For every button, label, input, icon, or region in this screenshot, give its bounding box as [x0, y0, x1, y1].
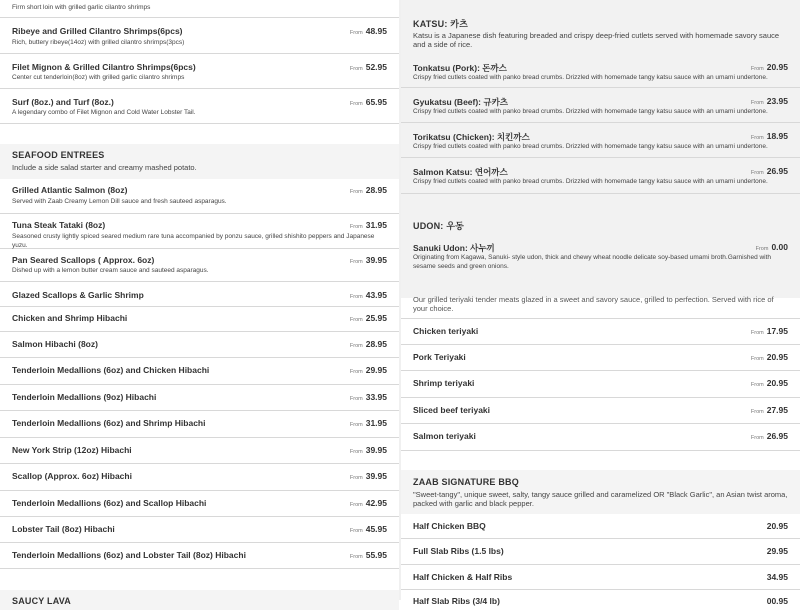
item-price: [751, 62, 788, 72]
item-name: Filet Mignon & Grilled Cilantro Shrimps(6pcs): [12, 62, 196, 72]
item-name: Tenderloin Medallions (6oz) and Lobster Tail (8oz) Hibachi: [12, 550, 246, 560]
price-value: 28.95: [365, 185, 387, 195]
item-price: [350, 255, 387, 265]
item-price: [751, 131, 788, 141]
left-menu-column: [0, 0, 399, 606]
from-label: From: [349, 101, 363, 107]
item-name: Lobster Tail (8oz) Hibachi: [12, 524, 115, 534]
from-label: From: [750, 66, 764, 72]
menu-item[interactable]: [401, 398, 800, 424]
menu-item[interactable]: [401, 318, 800, 345]
item-name: Ribeye and Grilled Cilantro Shrimps(6pcs): [12, 26, 183, 36]
item-name: Tuna Steak Tataki (8oz): [12, 220, 106, 230]
item-name: Tenderloin Medallions (6oz) and Shrimp Hibachi: [12, 418, 206, 428]
price-value: 25.95: [365, 313, 387, 323]
from-label: From: [349, 259, 363, 265]
section-subtitle: Include a side salad starter and creamy mashed potato.: [12, 163, 197, 172]
price-value: 26.95: [766, 166, 788, 176]
menu-item[interactable]: [0, 411, 399, 438]
price-value: 29.95: [766, 546, 788, 556]
teriyaki-section-clip: [401, 295, 800, 318]
menu-item[interactable]: [401, 565, 800, 590]
menu-item[interactable]: [401, 371, 800, 398]
from-label: From: [349, 396, 363, 402]
item-name: Half Chicken & Half Ribs: [413, 572, 513, 582]
section-subtitle: Katsu is a Japanese dish featuring breaded and crispy deep-fried cutlets served with homemade savory sauce and a side of rice.: [413, 31, 780, 49]
item-price: [350, 418, 387, 428]
from-label: From: [349, 30, 363, 36]
item-price: [751, 352, 788, 362]
price-value: 33.95: [365, 392, 387, 402]
item-name: Salmon Katsu: 연어까스: [413, 167, 508, 177]
item-description: Seasoned crusty lightly spiced seared medium rare tuna accompanied by ponzu sauce, grilled shishito peppers and Japanese yuzu.: [12, 233, 375, 249]
item-price: [350, 339, 387, 349]
item-price: [350, 220, 387, 230]
menu-item[interactable]: [0, 543, 399, 569]
section-title: SEAFOOD ENTREES: [12, 150, 105, 160]
item-price: [350, 290, 387, 300]
section-subtitle: "Sweet-tangy", unique sweet, salty, tangy sauce grilled and caramelized OR "Black Garlic", an Asian twist aroma, packed with garlic and black pepper.: [413, 490, 788, 508]
menu-item[interactable]: [0, 0, 399, 18]
item-description: Center cut tenderloin(8oz) with grilled garlic cilantro shrimps: [12, 74, 185, 81]
from-label: From: [349, 224, 363, 230]
item-price: [350, 62, 387, 72]
price-value: 20.95: [766, 62, 788, 72]
menu-item[interactable]: [401, 590, 800, 615]
from-label: From: [750, 382, 764, 388]
item-name: Tenderloin Medallions (9oz) Hibachi: [12, 392, 157, 402]
item-name: Sanuki Udon: 사누끼: [413, 243, 495, 253]
item-price: [350, 498, 387, 508]
item-description: Served with Zaab Creamy Lemon Dill sauce and fresh sauteed asparagus.: [12, 198, 227, 205]
price-value: 39.95: [365, 255, 387, 265]
item-name: Grilled Atlantic Salmon (8oz): [12, 185, 128, 195]
menu-item[interactable]: [401, 539, 800, 565]
from-label: From: [349, 528, 363, 534]
item-price: [751, 405, 788, 415]
item-price: [350, 524, 387, 534]
price-value: 52.95: [365, 62, 387, 72]
price-value: 17.95: [766, 326, 788, 336]
section-header-seafood: [0, 144, 399, 179]
item-price: [350, 445, 387, 455]
item-name: Glazed Scallops & Garlic Shrimp: [12, 290, 144, 300]
section-subtitle: Our grilled teriyaki tender meats glazed in a sweet and savory sauce, grilled to perfection. Served with rice of your choice.: [413, 295, 774, 313]
from-label: From: [755, 246, 769, 252]
item-name: Tonkatsu (Pork): 돈까스: [413, 63, 507, 73]
price-value: 43.95: [365, 290, 387, 300]
section-header-saucy-lava: [0, 590, 399, 610]
item-name: Pan Seared Scallops ( Approx. 6oz): [12, 255, 155, 265]
item-name: New York Strip (12oz) Hibachi: [12, 445, 132, 455]
item-price: [751, 431, 788, 441]
section-title: ZAAB SIGNATURE BBQ: [413, 477, 519, 487]
menu-item[interactable]: [0, 214, 399, 249]
menu-item[interactable]: [0, 249, 399, 282]
item-price: [756, 242, 788, 252]
price-value: 34.95: [766, 572, 788, 582]
price-value: 42.95: [365, 498, 387, 508]
section-title: UDON: 우동: [413, 221, 464, 231]
item-price: [751, 166, 788, 176]
from-label: From: [750, 330, 764, 336]
price-value: 28.95: [365, 339, 387, 349]
price-value: 31.95: [365, 220, 387, 230]
price-value: 48.95: [365, 26, 387, 36]
menu-item[interactable]: [0, 517, 399, 543]
price-value: 0.00: [771, 242, 788, 252]
price-value: 45.95: [365, 524, 387, 534]
item-name: Pork Teriyaki: [413, 352, 466, 362]
menu-item[interactable]: [401, 88, 800, 123]
item-name: Half Slab Ribs (3/4 lb): [413, 596, 500, 606]
price-value: 27.95: [766, 405, 788, 415]
menu-item[interactable]: [401, 424, 800, 451]
price-value: 29.95: [365, 365, 387, 375]
menu-item[interactable]: [0, 332, 399, 358]
menu-item[interactable]: [401, 514, 800, 539]
menu-item[interactable]: [0, 464, 399, 491]
price-value: 39.95: [365, 471, 387, 481]
from-label: From: [349, 343, 363, 349]
item-price: [350, 550, 387, 560]
section-title: SAUCY LAVA: [12, 596, 72, 606]
menu-item[interactable]: [0, 54, 399, 89]
menu-item[interactable]: [0, 491, 399, 517]
item-description: Crispy fried cutlets coated with panko bread crumbs. Drizzled with homemade tangy katsu sauce with an umami undertone.: [413, 74, 768, 81]
item-description: Firm short loin with grilled garlic cilantro shrimps: [12, 4, 151, 11]
menu-item[interactable]: [0, 282, 399, 307]
price-value: 23.95: [766, 96, 788, 106]
item-name: Torikatsu (Chicken): 치킨까스: [413, 132, 530, 142]
price-value: 39.95: [365, 445, 387, 455]
item-name: Surf (8oz.) and Turf (8oz.): [12, 97, 114, 107]
item-name: Salmon teriyaki: [413, 431, 476, 441]
item-name: Gyukatsu (Beef): 규카츠: [413, 97, 509, 107]
section-header-bbq: [401, 470, 800, 514]
item-price: [350, 471, 387, 481]
menu-item[interactable]: [401, 54, 800, 88]
section-header-katsu: [401, 10, 800, 54]
item-name: Salmon Hibachi (8oz): [12, 339, 98, 349]
from-label: From: [349, 189, 363, 195]
price-value: 00.95: [766, 596, 788, 606]
item-price: [350, 97, 387, 107]
item-description: Dished up with a lemon butter cream sauce and sauteed asparagus.: [12, 267, 209, 274]
item-price: [350, 313, 387, 323]
from-label: From: [349, 317, 363, 323]
menu-item[interactable]: [0, 89, 399, 124]
menu-item[interactable]: [401, 236, 800, 298]
item-name: Scallop (Approx. 6oz) Hibachi: [12, 471, 132, 481]
section-title: KATSU: 카츠: [413, 19, 469, 29]
from-label: From: [349, 369, 363, 375]
item-description: Crispy fried cutlets coated with panko bread crumbs. Drizzled with homemade tangy katsu sauce with an umami undertone.: [413, 178, 768, 185]
menu-item[interactable]: [0, 179, 399, 214]
item-name: Shrimp teriyaki: [413, 378, 475, 388]
item-name: Tenderloin Medallions (6oz) and Chicken Hibachi: [12, 365, 210, 375]
item-price: [751, 326, 788, 336]
from-label: From: [349, 475, 363, 481]
item-name: Sliced beef teriyaki: [413, 405, 491, 415]
price-value: 55.95: [365, 550, 387, 560]
item-name: Chicken and Shrimp Hibachi: [12, 313, 128, 323]
from-label: From: [750, 100, 764, 106]
item-price: [751, 378, 788, 388]
item-price: [751, 96, 788, 106]
menu-item[interactable]: [0, 358, 399, 385]
item-description: Originating from Kagawa, Sanuki- style udon, thick and chewy wheat noodle delicate soy-based umami broth.Garnished with sesame seeds and green onions.: [413, 254, 772, 270]
from-label: From: [750, 356, 764, 362]
menu-item[interactable]: [0, 385, 399, 411]
menu-item[interactable]: [0, 307, 399, 332]
item-price: [350, 392, 387, 402]
from-label: From: [349, 66, 363, 72]
item-description: Rich, buttery ribeye(14oz) with grilled cilantro shrimps(3pcs): [12, 39, 185, 46]
item-name: Full Slab Ribs (1.5 lbs): [413, 546, 504, 556]
price-value: 26.95: [766, 431, 788, 441]
from-label: From: [750, 135, 764, 141]
menu-item[interactable]: [401, 345, 800, 371]
item-description: A legendary combo of Filet Mignon and Cold Water Lobster Tail.: [12, 109, 196, 116]
right-menu-column: [401, 0, 800, 606]
item-description: Crispy fried cutlets coated with panko bread crumbs. Drizzled with homemade tangy katsu sauce with an umami undertone.: [413, 143, 768, 150]
item-price: [350, 365, 387, 375]
from-label: From: [349, 502, 363, 508]
price-value: 20.95: [766, 352, 788, 362]
menu-item[interactable]: [401, 123, 800, 158]
from-label: From: [349, 449, 363, 455]
from-label: From: [349, 554, 363, 560]
item-name: Tenderloin Medallions (6oz) and Scallop Hibachi: [12, 498, 207, 508]
from-label: From: [750, 435, 764, 441]
menu-item[interactable]: [401, 158, 800, 194]
price-value: 20.95: [766, 521, 788, 531]
item-name: Half Chicken BBQ: [413, 521, 486, 531]
item-name: Chicken teriyaki: [413, 326, 479, 336]
from-label: From: [349, 294, 363, 300]
item-price: [350, 26, 387, 36]
item-description: Crispy fried cutlets coated with panko bread crumbs. Drizzled with homemade tangy katsu sauce with an umami undertone.: [413, 108, 768, 115]
from-label: From: [349, 422, 363, 428]
menu-item[interactable]: [0, 18, 399, 54]
from-label: From: [750, 170, 764, 176]
price-value: 65.95: [365, 97, 387, 107]
price-value: 20.95: [766, 378, 788, 388]
price-value: 18.95: [766, 131, 788, 141]
from-label: From: [750, 409, 764, 415]
menu-item[interactable]: [0, 438, 399, 464]
section-header-udon: [401, 212, 800, 236]
item-price: [350, 185, 387, 195]
price-value: 31.95: [365, 418, 387, 428]
